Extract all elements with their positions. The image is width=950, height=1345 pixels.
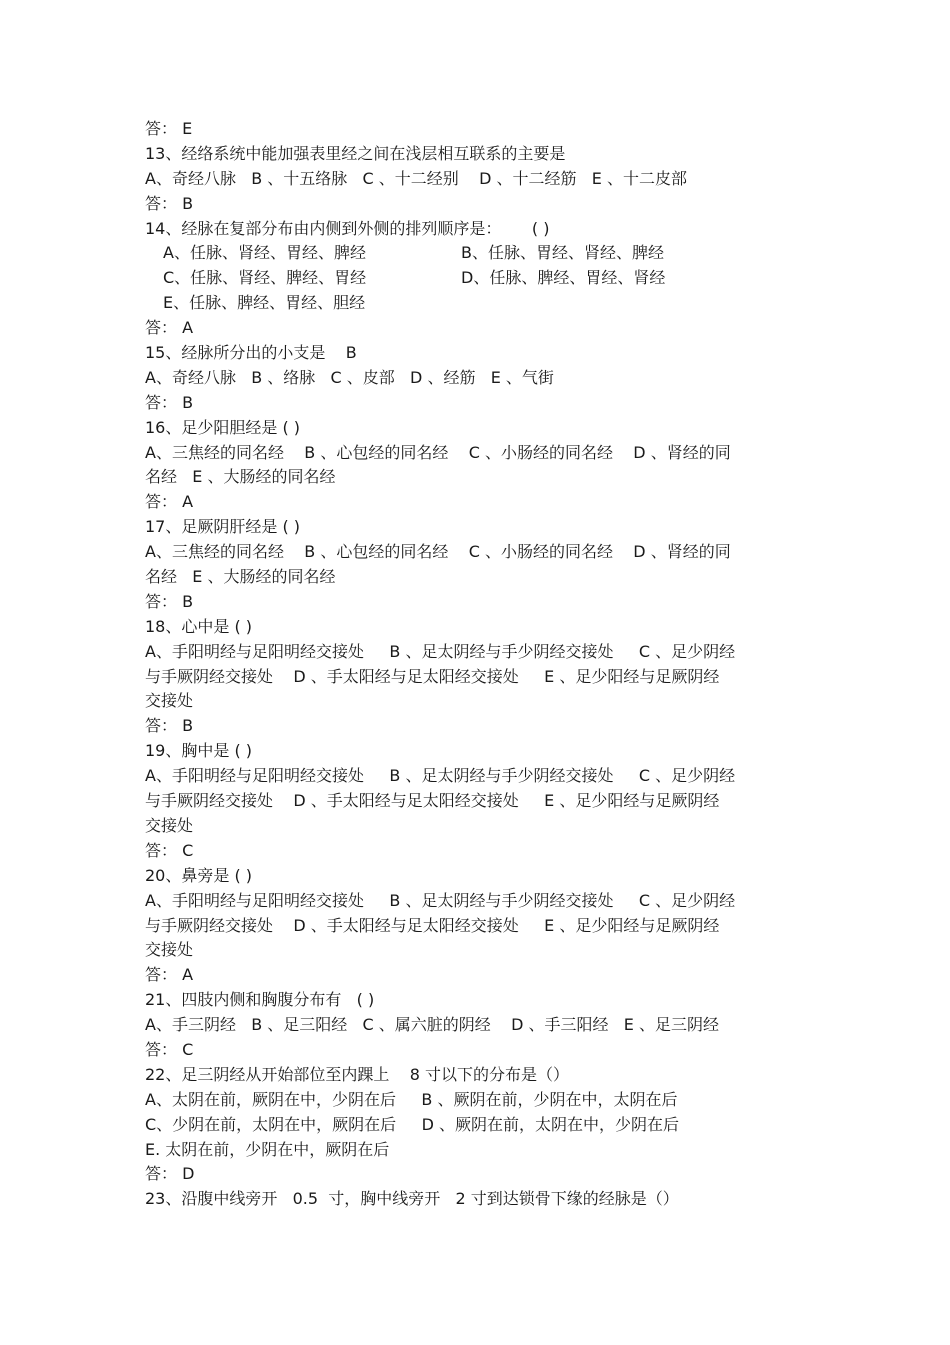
question-20: 20、鼻旁是 ( ) — [145, 865, 253, 885]
options-22-line3: E. 太阴在前，少阴在中，厥阴在后 — [145, 1139, 390, 1159]
answer-19: 答： C — [145, 840, 194, 860]
answer-18: 答： B — [145, 716, 194, 736]
question-13: 13、经络系统中能加强表里经之间在浅层相互联系的主要是 — [145, 143, 566, 163]
document-page — [145, 117, 825, 1212]
answer-13: 答： B — [145, 193, 194, 213]
options-20-line2: 与手厥阴经交接处 D 、手太阳经与足太阳经交接处 E 、足少阳经与足厥阴经 — [145, 915, 720, 935]
question-17: 17、足厥阴肝经是 ( ) — [145, 517, 301, 537]
options-14-row2 — [145, 266, 825, 291]
options-18-line1: A、手阳明经与足阳明经交接处 B 、足太阴经与手少阴经交接处 C 、足少阴经 — [145, 641, 736, 661]
options-14-row1 — [145, 241, 825, 266]
question-15: 15、经脉所分出的小支是 B — [145, 343, 357, 363]
option-14a: A、任脉、肾经、胃经、脾经 — [163, 243, 366, 263]
options-21: A、手三阴经 B 、足三阳经 C 、属六脏的阴经 D 、手三阳经 E 、足三阴经 — [145, 1015, 719, 1035]
options-20-line1: A、手阳明经与足阳明经交接处 B 、足太阴经与手少阴经交接处 C 、足少阴经 — [145, 890, 736, 910]
answer-20: 答： A — [145, 965, 194, 985]
options-18-line2: 与手厥阴经交接处 D 、手太阳经与足太阳经交接处 E 、足少阳经与足厥阴经 — [145, 666, 720, 686]
answer-14: 答： A — [145, 318, 194, 338]
options-17-line2: 名经 E 、大肠经的同名经 — [145, 567, 336, 587]
option-14d: D、任脉、脾经、胃经、肾经 — [461, 268, 666, 288]
answer-12: 答： E — [145, 119, 193, 138]
question-22: 22、足三阴经从开始部位至内踝上 8 寸以下的分布是（） — [145, 1064, 569, 1084]
option-14c: C、任脉、肾经、脾经、胃经 — [163, 268, 367, 288]
options-18-line3: 交接处 — [145, 691, 194, 711]
options-16-line2: 名经 E 、大肠经的同名经 — [145, 467, 336, 487]
options-19-line3: 交接处 — [145, 815, 194, 835]
answer-16: 答： A — [145, 492, 194, 512]
question-23: 23、沿腹中线旁开 0.5 寸，胸中线旁开 2 寸到达锁骨下缘的经脉是（） — [145, 1189, 679, 1209]
options-20-line3: 交接处 — [145, 940, 194, 960]
answer-22: 答： D — [145, 1164, 195, 1184]
options-22-line2: C、少阴在前，太阴在中，厥阴在后 D 、厥阴在前，太阴在中，少阴在后 — [145, 1114, 680, 1134]
options-15: A、奇经八脉 B 、络脉 C 、皮部 D 、经筋 E 、气街 — [145, 367, 554, 387]
option-14e: E、任脉、脾经、胃经、胆经 — [163, 293, 366, 313]
options-19-line1: A、手阳明经与足阳明经交接处 B 、足太阴经与手少阴经交接处 C 、足少阴经 — [145, 766, 736, 786]
option-14b: B、任脉、胃经、肾经、脾经 — [461, 243, 664, 263]
question-18: 18、心中是 ( ) — [145, 616, 253, 636]
options-19-line2: 与手厥阴经交接处 D 、手太阳经与足太阳经交接处 E 、足少阳经与足厥阴经 — [145, 791, 720, 811]
options-22-line1: A、太阴在前，厥阴在中，少阴在后 B 、厥阴在前，少阴在中，太阴在后 — [145, 1089, 678, 1109]
options-16-line1: A、三焦经的同名经 B 、心包经的同名经 C 、小肠经的同名经 D 、肾经的同 — [145, 442, 731, 462]
options-17-line1: A、三焦经的同名经 B 、心包经的同名经 C 、小肠经的同名经 D 、肾经的同 — [145, 542, 731, 562]
answer-21: 答： C — [145, 1039, 194, 1059]
answer-17: 答： B — [145, 591, 194, 611]
question-14: 14、经脉在复部分布由内侧到外侧的排列顺序是： ( ) — [145, 218, 550, 238]
question-16: 16、足少阳胆经是 ( ) — [145, 417, 301, 437]
options-13: A、奇经八脉 B 、十五络脉 C 、十二经别 D 、十二经筋 E 、十二皮部 — [145, 168, 687, 188]
question-19: 19、胸中是 ( ) — [145, 741, 253, 761]
question-21: 21、四肢内侧和胸腹分布有 ( ) — [145, 990, 375, 1010]
answer-15: 答： B — [145, 392, 194, 412]
